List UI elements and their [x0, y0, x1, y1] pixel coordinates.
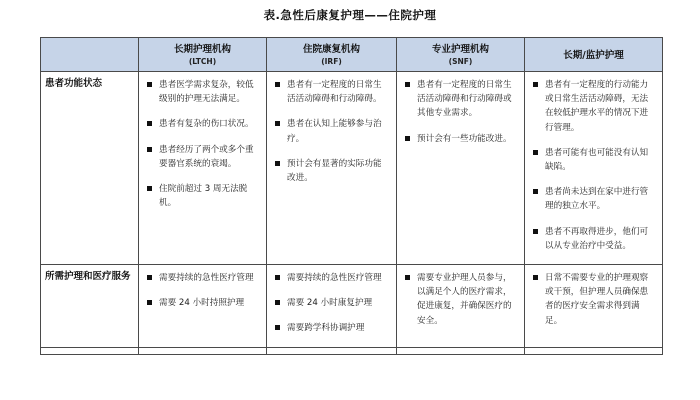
bullet-item: 患者经历了两个或多个重要器官系统的衰竭。: [147, 143, 260, 171]
table-cell: [397, 72, 525, 265]
bullet-item: 患者可能有也可能没有认知缺陷。: [533, 146, 656, 174]
col-header-ltch: [139, 38, 267, 72]
bullet-item: 患者医学需求复杂，较低级别的护理无法满足。: [147, 78, 260, 106]
col-header-name: 长期/监护护理: [563, 49, 624, 61]
header-row: [41, 38, 663, 72]
table-cell: [525, 347, 663, 354]
col-header-name: 专业护理机构: [431, 44, 489, 55]
bullet-item: 患者有一定程度的日常生活活动障碍和行动障碍。: [275, 78, 390, 106]
table-row-services: [41, 265, 663, 348]
bullet-item: 预计会有显著的实际功能改进。: [275, 157, 390, 185]
row-header: 患者功能状态: [41, 72, 139, 265]
col-header-irf: [267, 38, 397, 72]
col-header-abbr: (LTCH): [188, 57, 217, 66]
corner-cell: [41, 38, 139, 72]
bullet-item: 需要 24 小时持照护理: [147, 296, 260, 310]
bullet-item: 需要持续的急性医疗管理: [275, 271, 390, 285]
table-cell: [525, 265, 663, 348]
table-cell: [41, 347, 139, 354]
table-cell: [267, 347, 397, 354]
table-cell: [267, 72, 397, 265]
bullet-item: 日常不需要专业的护理观察或干预，但护理人员确保患者的医疗安全需求得到满足。: [533, 271, 656, 328]
bullet-item: 需要 24 小时康复护理: [275, 296, 390, 310]
row-header: 所需护理和医疗服务: [41, 265, 139, 348]
table-cell: [267, 265, 397, 348]
table-row-function: [41, 72, 663, 265]
col-header-name: 长期护理机构: [173, 44, 231, 55]
bullet-item: 患者在认知上能够参与治疗。: [275, 117, 390, 145]
page-title: 表.急性后康复护理——住院护理: [263, 8, 437, 22]
table-cell: [139, 347, 267, 354]
bullet-item: 患者不再取得进步，他们可以从专业治疗中受益。: [533, 225, 656, 253]
bullet-item: 需要专业护理人员参与，以满足个人的医疗需求，促进康复，并确保医疗的安全。: [405, 271, 518, 328]
col-header-abbr: (SNF): [448, 57, 473, 66]
table-cell: [139, 72, 267, 265]
bullet-item: 患者有一定程度的日常生活活动障碍和行动障碍或其他专业需求。: [405, 78, 518, 121]
bullet-item: 需要跨学科协调护理: [275, 321, 390, 335]
bullet-item: 住院前超过 3 周无法脱机。: [147, 182, 260, 210]
table-cell: [525, 72, 663, 265]
col-header-name: 住院康复机构: [302, 44, 360, 55]
table-cell: [397, 347, 525, 354]
col-header-abbr: (IRF): [321, 57, 342, 66]
care-comparison-table: [40, 37, 663, 355]
bullet-item: 患者尚未达到在家中进行管理的独立水平。: [533, 185, 656, 213]
bullet-item: 预计会有一些功能改进。: [405, 132, 518, 146]
table-row-cut: [41, 347, 663, 354]
col-header-custodial: [525, 38, 663, 72]
bullet-item: 患者有复杂的伤口状况。: [147, 117, 260, 131]
bullet-item: 需要持续的急性医疗管理: [147, 271, 260, 285]
table-cell: [397, 265, 525, 348]
bullet-item: 患者有一定程度的行动能力或日常生活活动障碍，无法在较低护理水平的情况下进行管理。: [533, 78, 656, 135]
table-cell: [139, 265, 267, 348]
col-header-snf: [397, 38, 525, 72]
